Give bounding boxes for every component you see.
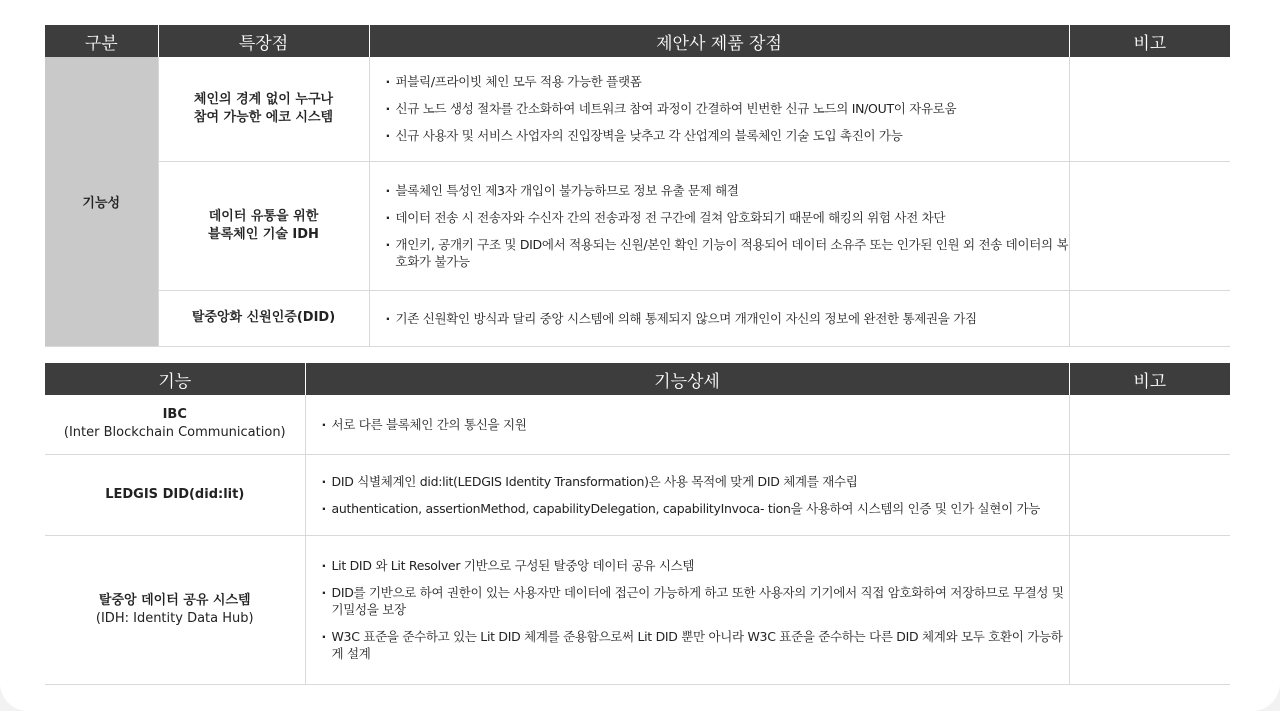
- list-item: · 서로 다른 블록체인 간의 통신을 지원: [322, 416, 1069, 433]
- header-detail: 기능상세: [305, 363, 1069, 395]
- feature-line-1: 데이터 유통을 위한: [208, 208, 319, 224]
- function-title: IBC: [162, 407, 187, 423]
- table-row: [45, 535, 1230, 684]
- note-cell: [1069, 290, 1230, 346]
- header-function: 기능: [45, 363, 305, 395]
- table-row: [45, 454, 1230, 535]
- function-title: LEDGIS DID(did:lit): [105, 486, 245, 502]
- category-cell: 기능성: [45, 57, 158, 346]
- list-item: · Lit DID 와 Lit Resolver 기반으로 구성된 탈중앙 데이터 공유 시스템: [322, 557, 1069, 574]
- list-item: · 신규 노드 생성 절차를 간소화하여 네트워크 참여 과정이 간결하여 빈번한 신규 노드의 IN/OUT이 자유로움: [396, 100, 1069, 117]
- list-item: · 기존 신원확인 방식과 달리 중앙 시스템에 의해 통제되지 않으며 개개인이 자신의 정보에 완전한 통제권을 가짐: [396, 310, 1069, 327]
- note-cell: [1069, 535, 1230, 684]
- table-row: [45, 290, 1230, 346]
- list-item: · authentication, assertionMethod, capabilityDelegation, capabilityInvoca- tion을 사용하여 시스템의 인증 및 인가 실현이 가능: [322, 500, 1069, 517]
- function-subtitle: (Inter Blockchain Communication): [63, 425, 286, 441]
- advantage-cell: [369, 290, 1069, 346]
- header-note: 비고: [1069, 363, 1230, 395]
- feature-cell: 탈중앙화 신원인증(DID): [158, 290, 369, 346]
- list-item: · DID를 기반으로 하여 권한이 있는 사용자만 데이터에 접근이 가능하게 하고 또한 사용자의 기기에서 직접 암호화하여 저장하므로 무결성 및 기밀성을 보장: [322, 584, 1069, 618]
- advantage-cell: [369, 57, 1069, 161]
- header-advantage: 제안사 제품 장점: [369, 25, 1069, 57]
- feature-cell: [158, 57, 369, 161]
- header-feature: 특장점: [158, 25, 369, 57]
- list-item: · 블록체인 특성인 제3자 개입이 불가능하므로 정보 유출 문제 해결: [396, 182, 1069, 199]
- function-cell: [45, 454, 305, 535]
- advantages-header-row: [45, 25, 1230, 57]
- function-title: 탈중앙 데이터 공유 시스템: [98, 592, 251, 608]
- table-row: [45, 57, 1230, 161]
- feature-line-1: 체인의 경계 없이 누구나: [193, 91, 334, 107]
- functions-table: [45, 363, 1230, 685]
- list-item: · 신규 사용자 및 서비스 사업자의 진입장벽을 낮추고 각 산업계의 블록체인 기술 도입 촉진이 가능: [396, 127, 1069, 144]
- feature-line-2: 참여 가능한 에코 시스템: [193, 109, 334, 125]
- note-cell: [1069, 454, 1230, 535]
- list-item: · 퍼블릭/프라이빗 체인 모두 적용 가능한 플랫폼: [396, 73, 1069, 90]
- note-cell: [1069, 161, 1230, 290]
- header-note: 비고: [1069, 25, 1230, 57]
- function-cell: [45, 535, 305, 684]
- advantage-cell: [369, 161, 1069, 290]
- advantages-table: [45, 25, 1230, 347]
- detail-cell: [305, 454, 1069, 535]
- list-item: · DID 식별체계인 did:lit(LEDGIS Identity Transformation)은 사용 목적에 맞게 DID 체계를 재수립: [322, 473, 1069, 490]
- functions-header-row: [45, 363, 1230, 395]
- list-item: · 개인키, 공개키 구조 및 DID에서 적용되는 신원/본인 확인 기능이 적용되어 데이터 소유주 또는 인가된 인원 외 전송 데이터의 복호화가 불가능: [396, 236, 1069, 270]
- feature-line-2: 블록체인 기술 IDH: [208, 226, 319, 242]
- function-cell: [45, 395, 305, 454]
- note-cell: [1069, 395, 1230, 454]
- function-subtitle: (IDH: Identity Data Hub): [95, 610, 254, 626]
- table-row: [45, 395, 1230, 454]
- header-category: 구분: [45, 25, 158, 57]
- feature-cell: [158, 161, 369, 290]
- detail-cell: [305, 535, 1069, 684]
- note-cell: [1069, 57, 1230, 161]
- detail-cell: [305, 395, 1069, 454]
- list-item: · 데이터 전송 시 전송자와 수신자 간의 전송과정 전 구간에 걸쳐 암호화되기 때문에 해킹의 위험 사전 차단: [396, 209, 1069, 226]
- list-item: · W3C 표준을 준수하고 있는 Lit DID 체계를 준용함으로써 Lit DID 뿐만 아니라 W3C 표준을 준수하는 다른 DID 체계와 모두 호환이 가능하게 설계: [322, 628, 1069, 662]
- table-row: [45, 161, 1230, 290]
